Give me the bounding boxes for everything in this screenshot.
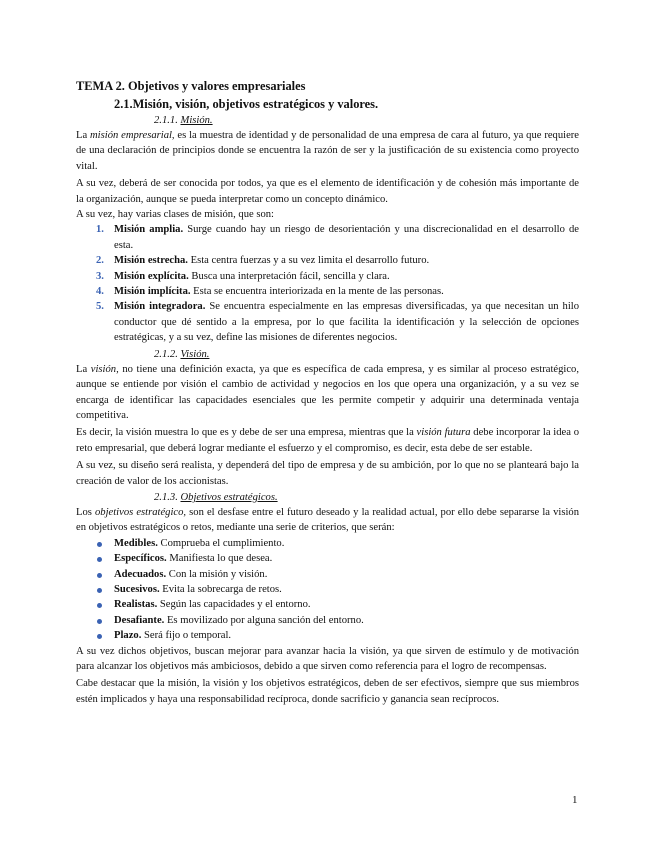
paragraph: A su vez, hay varias clases de misión, que son: [76, 209, 275, 221]
paragraph: Es decir, la visión muestra lo que es y debe de ser una empresa, mientras que la visión futura debe incorporar la idea o reto empresarial, que deberá lograr mediante el esfuerzo y el compromiso, es decir, esta debe de ser estable. [76, 427, 579, 454]
paragraph: La misión empresarial, es la muestra de identidad y de personalidad de una empresa de cara al futuro, ya que requiere de una declaración de principios donde se encuentra la razón de ser y la justificación de su existencia como proyecto vital. [76, 130, 580, 172]
bullet-icon [97, 588, 102, 593]
paragraph: La visión, no tiene una definición exacta, ya que es específica de cada empresa, y es similar al proceso estratégico, aunque se entiende por visión el cambio de actividad y negocios en los que opera una organización, y a su vez se encarga de identificar las capacidades esenciales que les permite competir y adquirir una determinada ventaja competitiva. [76, 363, 579, 421]
subsection-heading-objetivos: 2.1.3. Objetivos estratégicos. [154, 491, 278, 503]
paragraph: A su vez dichos objetivos, buscan mejorar para avanzar hacia la visión, ya que sirven de estímulo y de motivación para alcanzar los objetivos más ambiciosos, debido a que sirven como referencia para el logro de recompensas. [76, 645, 579, 672]
bullet-icon [97, 619, 102, 624]
page-number: 1 [572, 794, 578, 806]
list-item: Sucesivos. Evita la sobrecarga de retos. [76, 582, 579, 597]
bullet-icon [97, 573, 102, 578]
list-item: Específicos. Manifiesta lo que desea. [76, 551, 579, 566]
subsection-heading-vision: 2.1.2. Visión. [154, 348, 210, 360]
bullet-icon [97, 603, 102, 608]
subsection-heading-mision: 2.1.1. Misión. [154, 115, 213, 126]
bullet-list [76, 536, 579, 644]
list-item: Desafiante. Es movilizado por alguna sanción del entorno. [76, 613, 579, 628]
numbered-list [76, 222, 579, 345]
bullet-icon [97, 557, 102, 562]
paragraph: Cabe destacar que la misión, la visión y los objetivos estratégicos, deben de ser efectivos, siempre que sus miembros estén implicados y haya una responsabilidad recíproca, donde sacrificio y ganancia sean recíprocos. [76, 678, 579, 705]
paragraph: A su vez, su diseño será realista, y dependerá del tipo de empresa y de su ambición, por lo que no se planteará bajo la creación de valor de los accionistas. [76, 460, 579, 487]
list-item: Adecuados. Con la misión y visión. [76, 567, 579, 582]
paragraph: Los objetivos estratégico, son el desfase entre el futuro deseado y la realidad actual, por ello debe separarse la visión en objetivos estratégicos o retos, mediante una serie de criterios, que serán: [76, 506, 579, 534]
section-heading: 2.1.Misión, visión, objetivos estratégicos y valores. [114, 97, 379, 111]
list-item: 4. Misión implícita. Esta se encuentra interiorizada en la mente de las personas. [96, 286, 444, 298]
list-item: 5. Misión integradora. Se encuentra especialmente en las empresas diversificadas, ya que necesitan un hilo conductor que dé sentido a la empresa, por lo que facilita la identificación y la selección de opciones estratégicas, y a su vez, define las misiones de diferentes negocios. [96, 301, 580, 344]
list-item: Realistas. Según las capacidades y el entorno. [76, 597, 579, 612]
chapter-title: TEMA 2. Objetivos y valores empresariales [76, 79, 306, 93]
list-item: Plazo. Será fijo o temporal. [76, 628, 579, 643]
bullet-icon [97, 542, 102, 547]
list-item: 3. Misión explícita. Busca una interpretación fácil, sencilla y clara. [96, 270, 390, 282]
bullet-icon [97, 634, 102, 639]
paragraph: A su vez, deberá de ser conocida por todos, ya que es el elemento de identificación y de cohesión más importante de la organización, aunque se pueda interpretar como un concepto dinámico. [76, 178, 579, 205]
list-item: 1. Misión amplia. Surge cuando hay un riesgo de desorientación y una discrecionalidad en el desarrollo de esta. [96, 224, 579, 251]
list-item: 2. Misión estrecha. Esta centra fuerzas y a su vez limita el desarrollo futuro. [96, 255, 430, 267]
page-content [76, 78, 579, 707]
list-item: Medibles. Comprueba el cumplimiento. [76, 536, 579, 551]
